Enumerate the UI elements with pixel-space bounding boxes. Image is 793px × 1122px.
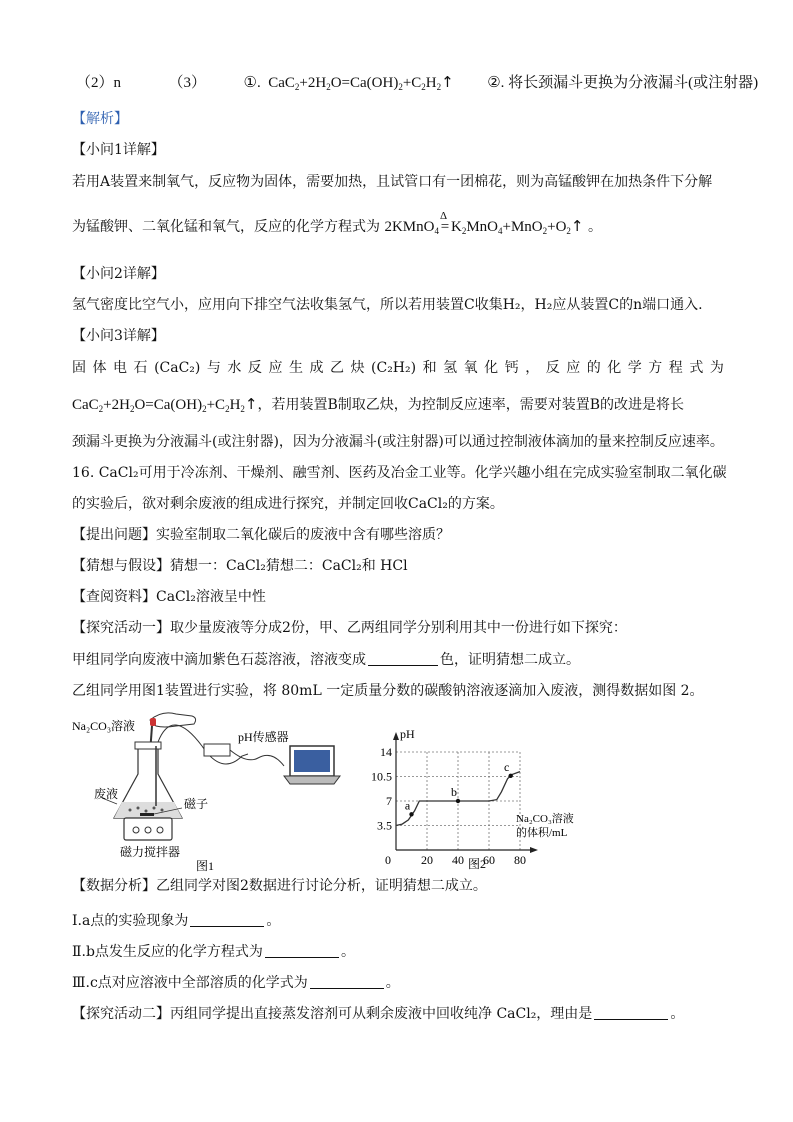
y-tick-label: 7 <box>386 794 392 808</box>
sub3-char: 学 <box>627 360 642 376</box>
point-a <box>409 812 413 816</box>
q16-jia <box>72 650 580 670</box>
figure1-ph-sensor-label: pH传感器 <box>238 730 289 744</box>
sub3-char: 程 <box>668 360 683 376</box>
y-axis-arrow-icon <box>393 732 399 740</box>
figure1-caption: 图1 <box>196 859 215 873</box>
sub3-line3: 颈漏斗更换为分液漏斗(或注射器)，因为分液漏斗(或注射器)可以通过控制液体滴加的量来控制反应速率。 <box>72 434 724 450</box>
sub3-char: 石 <box>133 360 148 376</box>
sub3-title: 【小问3详解】 <box>72 328 165 344</box>
q16-guess: 【猜想与假设】猜想一：CaCl₂猜想二：CaCl₂和 HCl <box>72 558 408 574</box>
acetylene-equation-2: $CaC_2+2H_2O=Ca(OH)_2+C_2H_2↑$ <box>72 395 258 414</box>
analysis-title: 【解析】 <box>72 111 128 127</box>
q16-line2: 的实验后，欲对剩余废液的组成进行探究，并制定回收CaCl₂的方案。 <box>72 496 504 512</box>
figure1-magnet-label: 磁子 <box>184 797 209 811</box>
sub3-char: 化 <box>484 360 499 376</box>
sub3-char: 生 <box>288 360 303 376</box>
sub1-end: 。 <box>587 219 602 235</box>
sub3-char: 氢 <box>443 360 458 376</box>
y-axis-label: pH <box>400 727 415 741</box>
figure1-stirrer-label: 磁力搅拌器 <box>120 845 181 859</box>
sub1-line1: 若用A装置来制氧气，反应物为固体，需要加热，且试管口有一团棉花，则为高锰酸钾在加热条件下分解 <box>72 174 713 190</box>
x-tick-label: 40 <box>452 853 464 867</box>
x-axis-label-line1: Na₂CO₃溶液 <box>516 813 574 825</box>
sub1-line2 <box>72 210 602 237</box>
answer-blank-reason[interactable] <box>594 1005 668 1020</box>
q16-info: 【查阅资料】CaCl₂溶液呈中性 <box>72 589 266 605</box>
q16-line1: 16. CaCl₂可用于冷冻剂、干燥剂、融雪剂、医药及冶金工业等。化学兴趣小组在完成实验室制取二氧化碳 <box>72 465 727 481</box>
sub3-char: 应 <box>268 360 283 376</box>
q16-ii-end: 。 <box>340 944 355 960</box>
sub3-char: 乙 <box>329 360 344 376</box>
sub3-char: 水 <box>227 360 242 376</box>
sub3-char: 电 <box>113 360 128 376</box>
point-label-b: b <box>451 785 457 799</box>
answer-blank-a[interactable] <box>190 912 264 927</box>
q16-iii <box>72 973 400 993</box>
sensor-cable-icon <box>158 725 248 764</box>
figure2-ph-chart <box>360 722 610 872</box>
point-c <box>509 774 513 778</box>
q16-analysis: 【数据分析】乙组同学对图2数据进行讨论分析，证明猜想二成立。 <box>72 878 487 894</box>
answer-part1: ①. <box>243 75 261 91</box>
sub3-char: 固 <box>72 360 86 376</box>
laptop-base-icon <box>284 776 340 784</box>
q16-iii-text: Ⅲ.c点对应溶液中全部溶质的化学式为 <box>72 975 308 991</box>
answer-blank-color[interactable] <box>368 651 438 666</box>
sub3-char: 体 <box>92 360 107 376</box>
q16-jia-b: 色，证明猜想二成立。 <box>440 652 580 668</box>
acetylene-equation-1: $CaC_2+2H_2O=Ca(OH)_2+C_2H_2↑$ <box>264 73 454 92</box>
kmno4-equation: 2KMnO$_4$ = Δ $K_2MnO_4+MnO_2+O_2↑$ <box>384 210 584 236</box>
point-label-a: a <box>404 798 411 813</box>
sub2-line1: 氢气密度比空气小，应用向下排空气法收集氢气，所以若用装置C收集H₂，H₂应从装置C的n端口通入. <box>72 297 703 313</box>
sub1-title: 【小问1详解】 <box>72 142 165 158</box>
x-tick-label: 20 <box>421 853 433 867</box>
q16-activity2-end: 。 <box>670 1006 685 1022</box>
y-tick-label: 14 <box>380 745 392 759</box>
sub3-char: ， <box>525 360 540 376</box>
answer-part2: ②. 将长颈漏斗更换为分液漏斗(或注射器) <box>487 75 759 91</box>
sub3-char: 式 <box>689 360 704 376</box>
q16-ii <box>72 942 355 962</box>
sub3-line1 <box>72 358 724 378</box>
y-tick-label: 3.5 <box>377 818 392 833</box>
x-tick-label: 80 <box>514 853 526 867</box>
figure1-waste-label: 废液 <box>94 787 119 801</box>
x-axis-arrow-icon <box>530 847 538 853</box>
x-axis-label-line2: 的体积/mL <box>516 827 568 839</box>
sub3-char: (C₂H₂) <box>371 360 417 376</box>
sub3-char: 反 <box>545 360 560 376</box>
sub3-char: 和 <box>422 360 437 376</box>
q16-i-end: 。 <box>266 913 281 929</box>
q16-activity2 <box>72 1004 684 1024</box>
flask-stopper-icon <box>135 742 161 749</box>
answer-line <box>76 72 758 93</box>
q16-i-text: I.a点的实验现象为 <box>72 913 189 929</box>
sub3-char: 氧 <box>463 360 478 376</box>
q16-iii-end: 。 <box>385 975 400 991</box>
sub3-char: 钙 <box>504 360 519 376</box>
sub3-char: 的 <box>586 360 601 376</box>
q16-activity2-text: 【探究活动二】丙组同学提出直接蒸发溶剂可从剩余废液中回收纯净 CaCl₂，理由是 <box>72 1006 593 1022</box>
sub3-char: 炔 <box>350 360 365 376</box>
answer-blank-b[interactable] <box>265 943 339 958</box>
dropper-bulb-icon <box>150 718 156 726</box>
sub3-char: 成 <box>309 360 324 376</box>
answer-q3: （3） <box>168 75 207 91</box>
sub3-char: 应 <box>566 360 581 376</box>
sub2-title: 【小问2详解】 <box>72 266 165 282</box>
sub3-line2-text: ，若用装置B制取乙炔，为控制反应速率，需要对装置B的改进是将长 <box>257 397 685 413</box>
x-tick-label: 60 <box>483 853 495 867</box>
answer-q2: （2）n <box>76 75 122 91</box>
answer-blank-c[interactable] <box>310 974 384 989</box>
figure2-caption: 图2 <box>468 857 487 871</box>
point-b <box>456 799 460 803</box>
q16-ii-text: Ⅱ.b点发生反应的化学方程式为 <box>72 944 263 960</box>
sub3-char: 与 <box>206 360 221 376</box>
sub3-char: (CaC₂) <box>154 360 201 376</box>
x-tick-label: 0 <box>385 853 391 867</box>
q16-question: 【提出问题】实验室制取二氧化碳后的废液中含有哪些溶质？ <box>72 527 450 543</box>
sub3-char: 反 <box>247 360 262 376</box>
y-tick-label: 10.5 <box>371 769 392 784</box>
sub3-char: 方 <box>648 360 663 376</box>
sub3-char: 为 <box>709 360 724 376</box>
point-label-c: c <box>504 759 510 774</box>
q16-i <box>72 911 280 931</box>
figure1-na2co3-label: Na₂CO₃溶液 <box>72 719 136 733</box>
ph-sensor-box-icon <box>204 744 230 756</box>
q16-activity1: 【探究活动一】取少量废液等分成2份，甲、乙两组同学分别利用其中一份进行如下探究： <box>72 620 627 636</box>
sub1-line2-text: 为锰酸钾、二氧化锰和氧气，反应的化学方程式为 <box>72 219 380 235</box>
sub3-char: 化 <box>607 360 622 376</box>
laptop-display-icon <box>294 750 330 772</box>
magnet-bar-icon <box>140 813 154 816</box>
figure1-apparatus <box>72 706 347 874</box>
sub3-line2 <box>72 394 684 415</box>
q16-jia-a: 甲组同学向废液中滴加紫色石蕊溶液，溶液变成 <box>72 652 366 668</box>
q16-yi: 乙组同学用图1装置进行实验，将 80mL 一定质量分数的碳酸钠溶液逐滴加入废液，测得数据如图 2。 <box>72 683 704 699</box>
